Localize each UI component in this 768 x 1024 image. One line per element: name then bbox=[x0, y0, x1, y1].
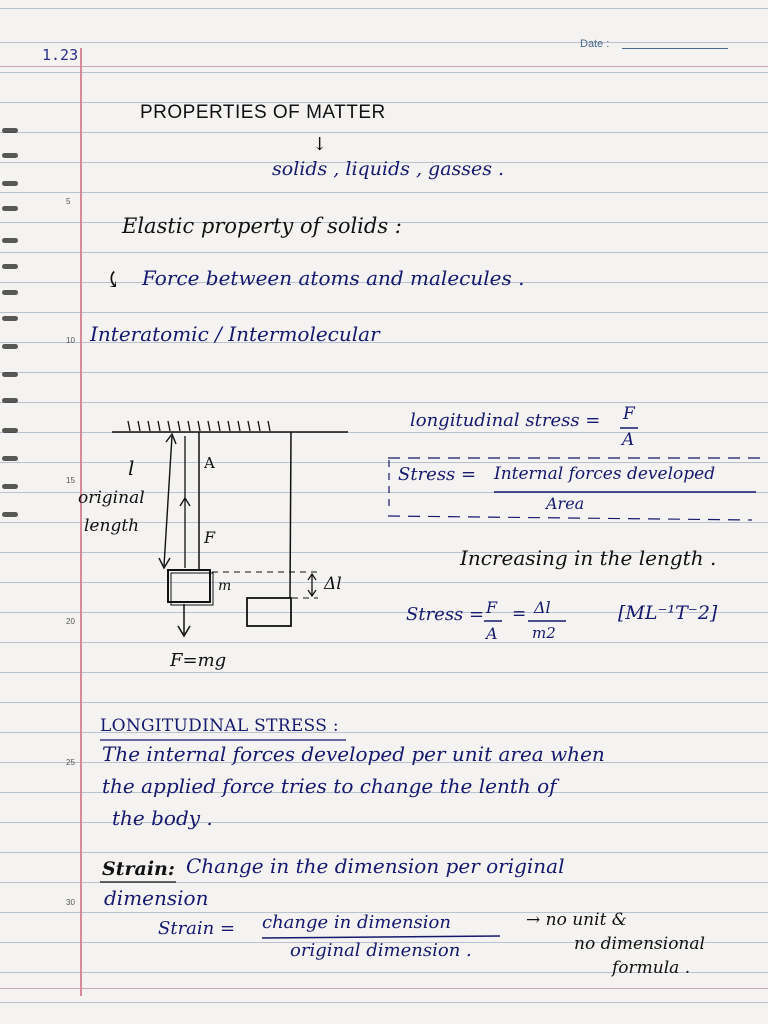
line-number: 30 bbox=[66, 898, 75, 907]
page-title: PROPERTIES OF MATTER bbox=[140, 102, 386, 123]
strain-def-cont: dimension bbox=[104, 886, 209, 910]
mass-block bbox=[168, 570, 210, 602]
length-arrow bbox=[164, 436, 172, 566]
strain-def: Change in the dimension per original bbox=[186, 854, 565, 878]
line-number: 20 bbox=[66, 617, 75, 626]
wire-right bbox=[290, 432, 291, 598]
long-stress-num: F bbox=[623, 404, 635, 424]
stress-a: A bbox=[486, 624, 498, 643]
stress-dimensions: [ML⁻¹T⁻2] bbox=[618, 602, 718, 624]
strain-num: change in dimension bbox=[262, 912, 451, 933]
stress-eq: = bbox=[512, 604, 527, 624]
states-of-matter: solids , liquids , gasses . bbox=[272, 158, 505, 180]
stress-lhs: Stress = bbox=[406, 604, 485, 625]
title-arrow: ↓ bbox=[312, 134, 328, 155]
delta-l-label: Δl bbox=[324, 574, 342, 594]
strain-note: no dimensional bbox=[574, 934, 705, 954]
line-number: 10 bbox=[66, 336, 75, 345]
force-note: Force between atoms and malecules . bbox=[142, 266, 525, 290]
area-label: A bbox=[204, 454, 215, 472]
stress-m2: m2 bbox=[532, 624, 556, 642]
stress-f: F bbox=[486, 598, 498, 617]
strain-note: → no unit & bbox=[526, 910, 627, 930]
long-stress-den: A bbox=[622, 430, 635, 450]
force-label: F bbox=[204, 528, 216, 547]
page-number: 1.23 bbox=[42, 46, 79, 64]
stress-def-lhs: Stress = bbox=[398, 464, 477, 485]
strain-lhs: Strain = bbox=[158, 918, 236, 939]
long-stress-def-line: The internal forces developed per unit area when bbox=[102, 742, 605, 766]
elastic-heading: Elastic property of solids : bbox=[122, 214, 402, 238]
original-label: original bbox=[78, 488, 145, 508]
line-number: 15 bbox=[66, 476, 75, 485]
ceiling-hatch bbox=[128, 421, 270, 431]
strain-note: formula . bbox=[612, 958, 691, 978]
strain-heading: Strain: bbox=[102, 858, 175, 880]
force-arrow: ⤹ bbox=[104, 268, 123, 293]
mass-label: m bbox=[218, 578, 232, 594]
length-word-label: length bbox=[84, 516, 140, 536]
stress-def-den: Area bbox=[546, 494, 585, 513]
increasing-note: Increasing in the length . bbox=[460, 546, 717, 570]
strain-den: original dimension . bbox=[290, 940, 472, 961]
date-label: Date : bbox=[580, 38, 610, 50]
line-number: 25 bbox=[66, 758, 75, 767]
long-stress-def-line: the applied force tries to change the lenth of bbox=[102, 774, 557, 798]
line-number: 5 bbox=[66, 197, 71, 206]
long-stress-lhs: longitudinal stress = bbox=[410, 410, 601, 431]
stress-def-num: Internal forces developed bbox=[494, 464, 716, 484]
length-label: l bbox=[128, 456, 135, 480]
long-stress-def-line: the body . bbox=[112, 806, 213, 830]
inter-note: Interatomic / Intermolecular bbox=[90, 322, 380, 346]
weight-label: F=mg bbox=[170, 650, 227, 671]
mass-block-stretched bbox=[247, 598, 291, 626]
stress-delta-l: Δl bbox=[534, 598, 551, 617]
definition-box-bottom bbox=[388, 516, 752, 520]
long-stress-heading: LONGITUDINAL STRESS : bbox=[100, 716, 339, 736]
frac-bar bbox=[262, 936, 500, 938]
